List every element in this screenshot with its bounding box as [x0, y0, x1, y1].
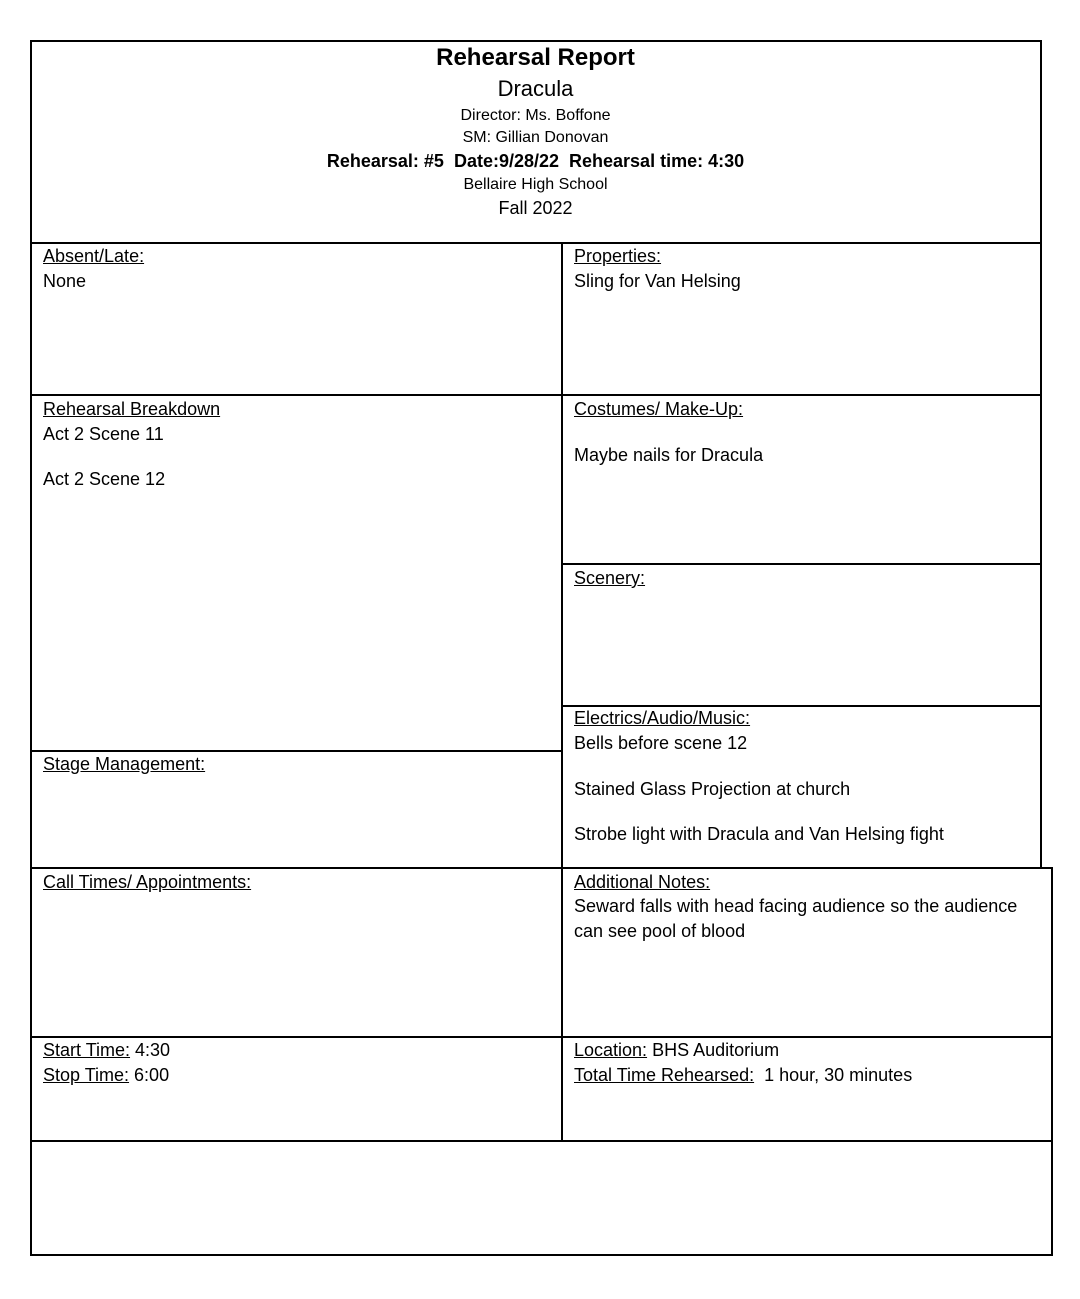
electrics-item: Strobe light with Dracula and Van Helsing fight	[574, 824, 944, 844]
absent-label: Absent/Late:	[43, 246, 145, 266]
total-time-value: 1 hour, 30 minutes	[754, 1065, 913, 1085]
border-left	[30, 40, 32, 1256]
location-value: BHS Auditorium	[647, 1040, 780, 1060]
start-time	[43, 1039, 170, 1061]
border-right-lower	[1051, 867, 1053, 1256]
properties-value: Sling for Van Helsing	[574, 271, 741, 291]
stop-time-label: Stop Time:	[43, 1065, 130, 1085]
breakdown-label: Rehearsal Breakdown	[43, 399, 221, 419]
start-time-value: 4:30	[130, 1040, 171, 1060]
electrics-item: Stained Glass Projection at church	[574, 779, 851, 799]
properties-label: Properties:	[574, 246, 662, 266]
show-title: Dracula	[497, 76, 574, 101]
notes-label: Additional Notes:	[574, 872, 711, 892]
column-divider	[561, 242, 563, 1142]
school-line: Bellaire High School	[463, 176, 608, 193]
scenery-label: Scenery:	[574, 568, 646, 588]
rehearsal-line: Rehearsal: #5 Date:9/28/22 Rehearsal time: 4:30	[326, 151, 745, 171]
notes-line: Seward falls with head facing audience so the audience	[574, 896, 1018, 916]
breakdown-item: Act 2 Scene 11	[43, 424, 164, 444]
total-time-label: Total Time Rehearsed:	[574, 1065, 755, 1085]
director-line: Director: Ms. Boffone	[460, 107, 611, 124]
electrics-label: Electrics/Audio/Music:	[574, 708, 751, 728]
header-divider	[30, 242, 1042, 244]
electrics-item: Bells before scene 12	[574, 733, 748, 753]
breakdown-divider	[30, 750, 562, 752]
report-title: Rehearsal Report	[436, 44, 635, 71]
row5-divider	[30, 1140, 1053, 1142]
absent-value: None	[43, 271, 87, 291]
location-label: Location:	[574, 1040, 648, 1060]
row3-divider	[30, 867, 1053, 869]
stop-time-value: 6:00	[129, 1065, 170, 1085]
border-bottom	[30, 1254, 1053, 1256]
stage-management-label: Stage Management:	[43, 754, 206, 774]
row1-divider	[30, 394, 1042, 396]
call-times-label: Call Times/ Appointments:	[43, 872, 252, 892]
stop-time	[43, 1064, 169, 1086]
notes-line: can see pool of blood	[574, 921, 746, 941]
costumes-value: Maybe nails for Dracula	[574, 445, 764, 465]
border-right-upper	[1040, 40, 1042, 869]
start-time-label: Start Time:	[43, 1040, 131, 1060]
breakdown-item: Act 2 Scene 12	[43, 469, 166, 489]
costumes-label: Costumes/ Make-Up:	[574, 399, 744, 419]
season-line: Fall 2022	[498, 198, 573, 218]
sm-line: SM: Gillian Donovan	[462, 129, 609, 146]
border-top	[30, 40, 1042, 42]
total-time	[574, 1064, 912, 1086]
location	[574, 1039, 779, 1061]
row4-divider	[30, 1036, 1053, 1038]
costumes-divider	[562, 563, 1042, 565]
